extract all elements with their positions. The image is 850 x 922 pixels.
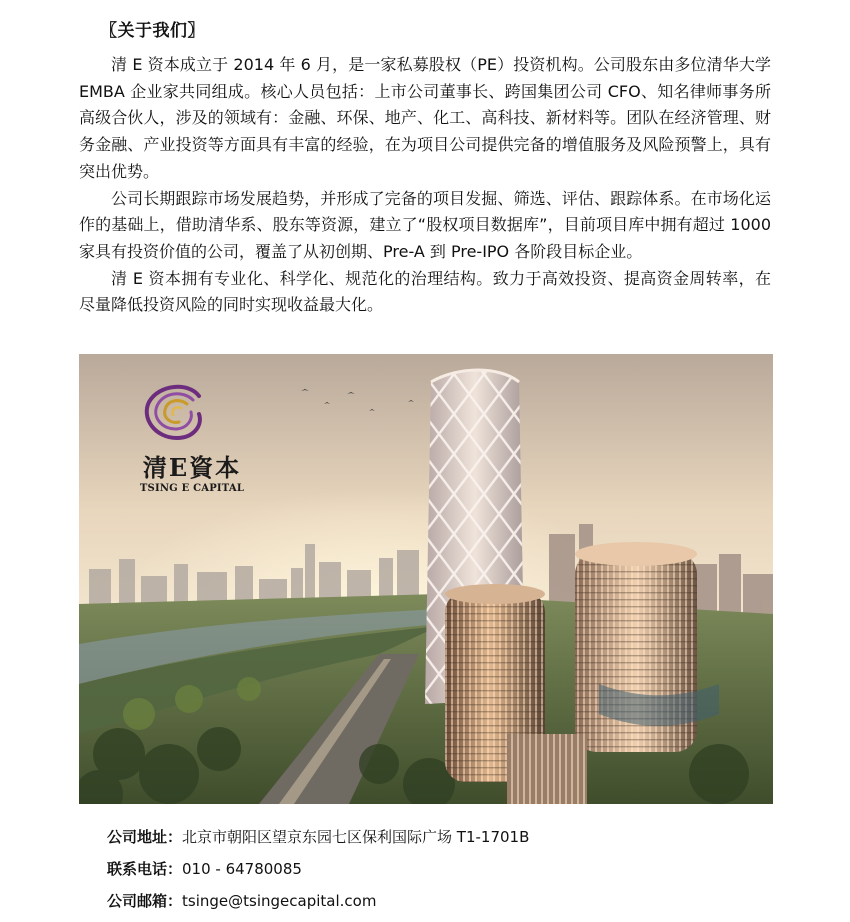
address-value: 北京市朝阳区望京东园七区保利国际广场 T1-1701B: [182, 828, 530, 846]
contact-address: [107, 826, 529, 847]
logo-chinese-text: 清E資本: [142, 453, 242, 482]
phone-label: 联系电话：: [107, 860, 183, 878]
contact-phone: [107, 858, 302, 879]
paragraph-projects: 公司长期跟踪市场发展趋势，并形成了完备的项目发掘、筛选、评估、跟踪体系。在市场化运作的基础上，借助清华系、股东等资源，建立了“股权项目数据库”，目前项目库中拥有超过 1000 家具有投资价值的公司，覆盖了从初创期、Pre-A 到 Pre-IPO 各阶段目标企业。: [79, 188, 771, 261]
paragraph-governance: 清 E 资本拥有专业化、科学化、规范化的治理结构。致力于高效投资、提高资金周转率，在尽量降低投资风险的同时实现收益最大化。: [79, 268, 771, 315]
email-value[interactable]: tsinge@tsingecapital.com: [182, 892, 377, 910]
paragraph-intro: 清 E 资本成立于 2014 年 6 月，是一家私募股权（PE）投资机构。公司股东由多位清华大学 EMBA 企业家共同组成。核心人员包括：上市公司董事长、跨国集团公司 CFO、知名律师事务所高级合伙人，涉及的领域有：金融、环保、地产、化工、高科技、新材料等。团队在经济管理、财务金融、产业投资等方面具有丰富的经验，在为项目公司提供完备的增值服务及风险预警上，具有突出优势。: [79, 55, 771, 181]
building-photo: [79, 354, 773, 804]
section-heading: 〖关于我们〗: [100, 21, 205, 41]
about-body: [79, 52, 771, 319]
email-label: 公司邮箱：: [107, 892, 183, 910]
logo-english-text: TSING E CAPITAL: [139, 483, 245, 494]
address-label: 公司地址：: [107, 828, 183, 846]
contact-email: [107, 890, 376, 911]
tsing-e-logo: [137, 378, 247, 494]
swirl-logo-icon: [137, 378, 217, 446]
phone-value: 010 - 64780085: [182, 860, 302, 878]
